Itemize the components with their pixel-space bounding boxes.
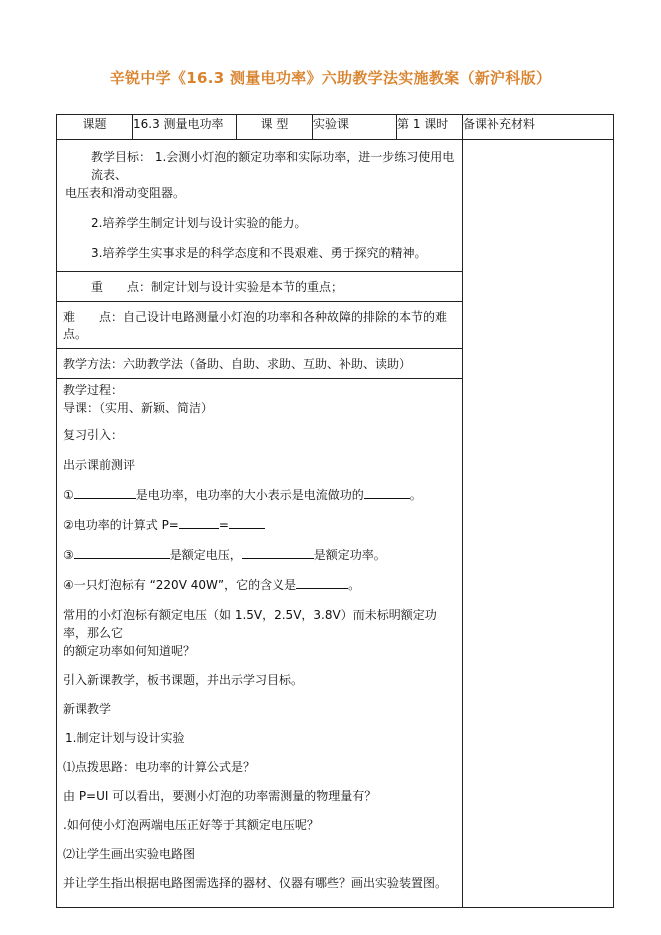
answer-blank <box>364 486 410 499</box>
method-row: 教学方法：六助教学法（备助、自助、求助、互助、补助、读助） <box>57 349 463 379</box>
supplement-column <box>463 140 614 908</box>
process-intro: 导课：（实用、新颖、简洁） <box>63 401 214 415</box>
quiz-question-2: ②电功率的计算式 P= = <box>63 516 456 534</box>
paragraph-1-line-1: 常用的小灯泡标有额定电压（如 1.5V，2.5V，3.8V）而未标明额定功率，那么它 <box>63 608 437 640</box>
paragraph-2: 引入新课教学，板书课题，并出示学习目标。 <box>63 673 304 687</box>
key-point-row: 重 点：制定计划与设计实验是本节的重点； <box>57 272 463 302</box>
step-1-item-2: 由 P=UI 可以看出，要测小灯泡的功率需测量的物理量有？ <box>63 789 377 803</box>
quiz-question-3: ③ 是额定电压， 是额定功率。 <box>63 548 386 562</box>
supplement-header: 备课补充材料 <box>463 115 614 140</box>
process-heading: 教学过程： <box>63 383 124 397</box>
new-lesson-heading: 新课教学 <box>63 702 112 716</box>
objective-line-3: 2.培养学生制定计划与设计实验的能力。 <box>91 216 307 230</box>
answer-blank <box>296 576 348 589</box>
type-label: 课 型 <box>237 115 313 140</box>
answer-blank <box>179 516 219 529</box>
paragraph-1-line-2: 的额定功率如何知道呢？ <box>63 644 196 658</box>
type-value: 实验课 <box>313 115 397 140</box>
step-1-item-3: .如何使小灯泡两端电压正好等于其额定电压呢？ <box>63 818 319 832</box>
course-value: 16.3 测量电功率 <box>133 115 237 140</box>
lesson-plan-table <box>56 114 614 908</box>
objective-line-2: 电压表和滑动变阻器。 <box>65 186 186 200</box>
objective-line-1: 教学目标： 1.会测小灯泡的额定功率和实际功率，进一步练习使用电流表、 <box>91 150 455 182</box>
period-cell: 第 1 课时 <box>397 115 463 140</box>
step-1-item-5: 并让学生指出根据电路图需选择的器材、仪器有哪些？画出实验装置图。 <box>63 876 448 890</box>
answer-blank <box>229 516 265 529</box>
document-title: 辛锐中学《16.3 测量电功率》六助教学法实施教案（新沪科版） <box>109 69 552 87</box>
objective-line-4: 3.培养学生实事求是的科学态度和不畏艰难、勇于探究的精神。 <box>91 246 427 260</box>
step-1-heading: 1.制定计划与设计实验 <box>65 731 185 745</box>
answer-blank <box>74 486 136 499</box>
step-1-item-4: ⑵让学生画出实验电路图 <box>63 847 196 861</box>
process-section <box>57 379 463 908</box>
objectives-section <box>57 140 463 272</box>
course-label: 课题 <box>57 115 133 140</box>
answer-blank <box>242 546 314 559</box>
header-row <box>57 115 614 140</box>
quiz-question-4: ④一只灯泡标有 “220V 40W”，它的含义是 。 <box>63 578 361 592</box>
difficulty-row: 难 点：自己设计电路测量小灯泡的功率和各种故障的排除的本节的难点。 <box>57 302 463 349</box>
quiz-question-1: ① 是电功率，电功率的大小表示是电流做功的 。 <box>63 488 422 502</box>
step-1-item-1: ⑴点拨思路：电功率的计算公式是？ <box>63 760 256 774</box>
quiz-title: 出示课前测评 <box>63 458 136 472</box>
process-review: 复习引入： <box>63 428 124 442</box>
answer-blank <box>74 546 170 559</box>
